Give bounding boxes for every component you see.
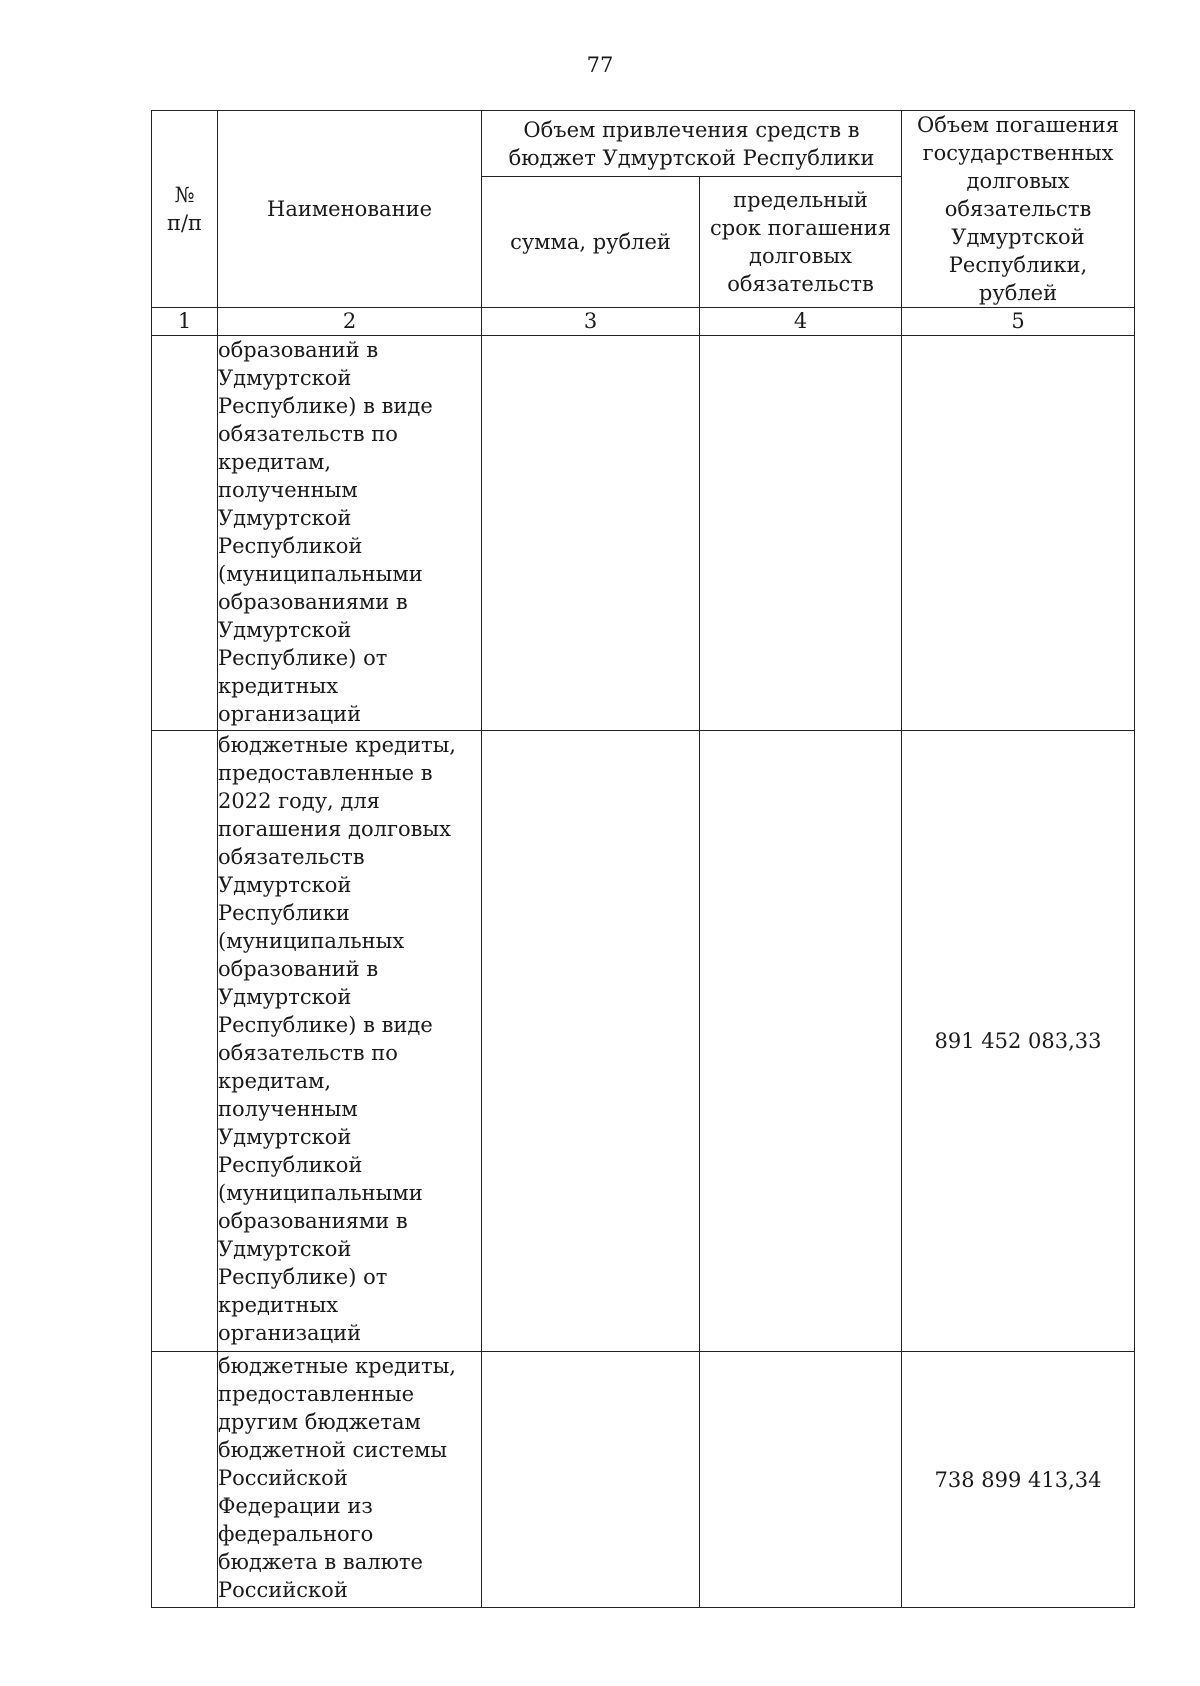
column-number: 2 [218, 308, 482, 336]
row-deadline-cell [700, 731, 902, 1352]
header-row-1 [152, 111, 1135, 177]
debt-table [151, 110, 1135, 1608]
page-number: 77 [586, 53, 614, 77]
column-number: 4 [700, 308, 902, 336]
table-row [152, 1352, 1135, 1608]
table-row [152, 336, 1135, 731]
header-attraction-group: Объем привлечения средств в бюджет Удмуртской Республики [482, 111, 902, 177]
column-number: 1 [152, 308, 218, 336]
column-number-row [152, 308, 1135, 336]
row-deadline-cell [700, 336, 902, 731]
header-deadline: предельный срок погашения долговых обязательств [700, 177, 902, 308]
column-number: 3 [482, 308, 700, 336]
row-name-cell: бюджетные кредиты, предоставленные другим бюджетам бюджетной системы Российской Федерации из федерального бюджета в валюте Российской [218, 1352, 482, 1608]
row-name-cell: образований в Удмуртской Республике) в виде обязательств по кредитам, полученным Удмуртской Республикой (муниципальными образованиями в Удмуртской Республике) от кредитных организаций [218, 336, 482, 731]
row-amount-cell [482, 1352, 700, 1608]
row-repayment-cell [902, 336, 1135, 731]
row-repayment-cell: 891 452 083,33 [902, 731, 1135, 1352]
row-repayment-cell: 738 899 413,34 [902, 1352, 1135, 1608]
row-amount-cell [482, 731, 700, 1352]
row-num-cell [152, 731, 218, 1352]
header-amount: сумма, рублей [482, 177, 700, 308]
row-num-cell [152, 336, 218, 731]
row-amount-cell [482, 336, 700, 731]
row-deadline-cell [700, 1352, 902, 1608]
header-name: Наименование [218, 111, 482, 308]
header-num: № п/п [152, 111, 218, 308]
table-row [152, 731, 1135, 1352]
header-repayment: Объем погашения государственных долговых обязательств Удмуртской Республики, рублей [902, 111, 1135, 308]
row-name-cell: бюджетные кредиты, предоставленные в 2022 году, для погашения долговых обязательств Удмуртской Республики (муниципальных образований в Удмуртской Республике) в виде обязательств по кредитам, полученным Удмуртской Республикой (муниципальными образованиями в Удмуртской Республике) от кредитных организаций [218, 731, 482, 1352]
row-num-cell [152, 1352, 218, 1608]
column-number: 5 [902, 308, 1135, 336]
